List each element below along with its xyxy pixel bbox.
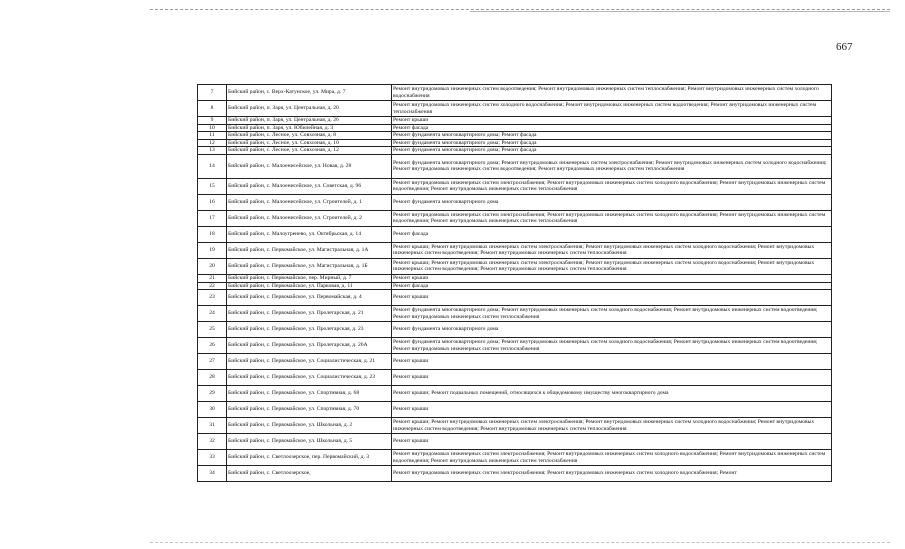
table-row [198, 147, 832, 155]
table-row [198, 354, 832, 370]
works-cell: Ремонт внутридомовых инженерных систем электроснабжения; Ремонт внутридомовых инженерных систем холодного водоснабжения; Ремонт [392, 466, 832, 482]
page-number: 667 [836, 41, 853, 53]
table-row [198, 338, 832, 354]
address-cell: Бийский район, п. Заря, ул. Центральная, д. 20 [227, 101, 392, 117]
address-cell: Бийский район, с. Лесное, ул. Совхозная, д. 8 [227, 132, 392, 140]
row-number-cell: 16 [198, 194, 227, 210]
table-row [198, 418, 832, 434]
scan-top-edge-line [470, 11, 890, 12]
works-cell: Ремонт внутридомовых инженерных систем холодного водоснабжения; Ремонт внутридомовых инженерных систем водоотведения; Ремонт внутридомовых инженерных систем теплоснабжения [392, 101, 832, 117]
address-cell: Бийский район, с. Первомайское, ул. Пролетарская, д. 23 [227, 322, 392, 338]
address-cell: Бийский район, с. Первомайское, ул. Школьная, д. 2 [227, 418, 392, 434]
address-cell: Бийский район, с. Малоенисейское, ул. Новая, д. 28 [227, 154, 392, 178]
table-row [198, 101, 832, 117]
works-cell: Ремонт фундамента многоквартирного дома; Ремонт внутридомовых инженерных систем электроснабжения; Ремонт внутридомовых инженерных систем холодного водоснабжения; Ремонт внутридомовых инженерных систем водоотведения; Ремонт внутридомовых инженерных систем теплоснабжения [392, 154, 832, 178]
table-row [198, 85, 832, 101]
row-number-cell: 14 [198, 154, 227, 178]
row-number-cell: 26 [198, 338, 227, 354]
works-cell: Ремонт крыши [392, 370, 832, 386]
address-cell: Бийский район, с. Первомайское, пер. Мирный, д. 7 [227, 274, 392, 282]
address-cell: Бийский район, с. Малоенисейское, ул. Строителей, д. 2 [227, 210, 392, 226]
works-cell: Ремонт крыши [392, 434, 832, 450]
address-cell: Бийский район, с. Первомайское, ул. Спортивная, д. 68 [227, 386, 392, 402]
table-row [198, 124, 832, 132]
works-cell: Ремонт внутридомовых инженерных систем электроснабжения; Ремонт внутридомовых инженерных систем холодного водоснабжения; Ремонт внутридомовых инженерных систем водоотведения; Ремонт внутридомовых инженерных систем теплоснабжения [392, 178, 832, 194]
table-row [198, 450, 832, 466]
address-cell: Бийский район, п. Заря, ул. Юбилейная, д. 3 [227, 124, 392, 132]
address-cell: Бийский район, с. Малоенисейское, ул. Советская, д. 96 [227, 178, 392, 194]
table-row [198, 370, 832, 386]
address-cell: Бийский район, с. Верх-Катунское, ул. Мира, д. 7 [227, 85, 392, 101]
row-number-cell: 21 [198, 274, 227, 282]
row-number-cell: 18 [198, 226, 227, 242]
works-cell: Ремонт фундамента многоквартирного дома [392, 194, 832, 210]
table-row [198, 242, 832, 258]
works-cell: Ремонт фундамента многоквартирного дома; Ремонт фасада [392, 147, 832, 155]
table-row [198, 226, 832, 242]
address-cell: Бийский район, с. Малоенисейское, ул. Строителей, д. 1 [227, 194, 392, 210]
row-number-cell: 22 [198, 282, 227, 290]
row-number-cell: 30 [198, 402, 227, 418]
table-row [198, 466, 832, 482]
row-number-cell: 32 [198, 434, 227, 450]
address-cell: Бийский район, с. Светлоозерское, пер. Первомайский, д. 3 [227, 450, 392, 466]
address-cell: Бийский район, с. Светлоозерское, [227, 466, 392, 482]
row-number-cell: 25 [198, 322, 227, 338]
row-number-cell: 17 [198, 210, 227, 226]
works-cell: Ремонт крыши [392, 117, 832, 125]
row-number-cell: 27 [198, 354, 227, 370]
table-row [198, 322, 832, 338]
repair-works-table [197, 84, 832, 482]
address-cell: Бийский район, с. Первомайское, ул. Магистральная, д. 1Б [227, 258, 392, 274]
table-row [198, 178, 832, 194]
works-cell: Ремонт фундамента многоквартирного дома; Ремонт внутридомовых инженерных систем холодного водоснабжения; Ремонт внутридомовых инженерных систем водоотведения; Ремонт внутридомовых инженерных систем теплоснабжения [392, 338, 832, 354]
scan-bottom-edge [150, 542, 890, 543]
works-cell: Ремонт крыши [392, 274, 832, 282]
table-row [198, 282, 832, 290]
table-row [198, 117, 832, 125]
works-cell: Ремонт фасада [392, 124, 832, 132]
address-cell: Бийский район, с. Первомайское, ул. Социалистическая, д. 23 [227, 370, 392, 386]
row-number-cell: 9 [198, 117, 227, 125]
table-row [198, 386, 832, 402]
row-number-cell: 13 [198, 147, 227, 155]
works-cell: Ремонт фундамента многоквартирного дома [392, 322, 832, 338]
address-cell: Бийский район, п. Заря, ул. Центральная, д. 26 [227, 117, 392, 125]
address-cell: Бийский район, с. Первомайское, ул. Магистральная, д. 1А [227, 242, 392, 258]
works-cell: Ремонт внутридомовых инженерных систем электроснабжения; Ремонт внутридомовых инженерных систем холодного водоснабжения; Ремонт внутридомовых инженерных систем водоотведения; Ремонт внутридомовых инженерных систем теплоснабжения [392, 450, 832, 466]
row-number-cell: 28 [198, 370, 227, 386]
address-cell: Бийский район, с. Первомайское, ул. Парковая, д. 11 [227, 282, 392, 290]
table-row [198, 274, 832, 282]
table-row [198, 154, 832, 178]
row-number-cell: 19 [198, 242, 227, 258]
works-cell: Ремонт внутридомовых инженерных систем электроснабжения; Ремонт внутридомовых инженерных систем холодного водоснабжения; Ремонт внутридомовых инженерных систем водоотведения; Ремонт внутридомовых инженерных систем теплоснабжения [392, 210, 832, 226]
row-number-cell: 34 [198, 466, 227, 482]
address-cell: Бийский район, с. Первомайское, ул. Социалистическая, д. 21 [227, 354, 392, 370]
row-number-cell: 23 [198, 290, 227, 306]
row-number-cell: 10 [198, 124, 227, 132]
row-number-cell: 31 [198, 418, 227, 434]
address-cell: Бийский район, с. Малоугренево, ул. Октябрьская, д. 14 [227, 226, 392, 242]
address-cell: Бийский район, с. Первомайское, ул. Школьная, д. 5 [227, 434, 392, 450]
row-number-cell: 12 [198, 139, 227, 147]
row-number-cell: 11 [198, 132, 227, 140]
table-body [198, 85, 832, 482]
table-row [198, 194, 832, 210]
row-number-cell: 15 [198, 178, 227, 194]
table-row [198, 258, 832, 274]
address-cell: Бийский район, с. Первомайское, ул. Пролетарская, д. 21 [227, 306, 392, 322]
works-cell: Ремонт внутридомовых инженерных систем водоотведения; Ремонт внутридомовых инженерных систем теплоснабжения; Ремонт внутридомовых инженерных систем холодного водоснабжения [392, 85, 832, 101]
address-cell: Бийский район, с. Лесное, ул. Совхозная, д. 10 [227, 139, 392, 147]
table-row [198, 402, 832, 418]
works-cell: Ремонт крыши; Ремонт внутридомовых инженерных систем электроснабжения; Ремонт внутридомовых инженерных систем холодного водоснабжения; Ремонт внутридомовых инженерных систем водоотведения; Ремонт внутридомовых инженерных систем теплоснабжения [392, 242, 832, 258]
table-row [198, 306, 832, 322]
works-cell: Ремонт крыши [392, 290, 832, 306]
scan-top-edge [150, 9, 890, 10]
row-number-cell: 20 [198, 258, 227, 274]
works-cell: Ремонт фундамента многоквартирного дома; Ремонт фасада [392, 139, 832, 147]
table-row [198, 290, 832, 306]
works-cell: Ремонт крыши [392, 354, 832, 370]
row-number-cell: 7 [198, 85, 227, 101]
works-cell: Ремонт фасада [392, 282, 832, 290]
works-cell: Ремонт крыши; Ремонт внутридомовых инженерных систем электроснабжения; Ремонт внутридомовых инженерных систем холодного водоснабжения; Ремонт внутридомовых инженерных систем водоотведения; Ремонт внутридомовых инженерных систем теплоснабжения [392, 418, 832, 434]
works-cell: Ремонт крыши [392, 402, 832, 418]
table-row [198, 132, 832, 140]
row-number-cell: 8 [198, 101, 227, 117]
table-row [198, 210, 832, 226]
works-cell: Ремонт фундамента многоквартирного дома; Ремонт фасада [392, 132, 832, 140]
address-cell: Бийский район, с. Первомайское, ул. Пролетарская, д. 26А [227, 338, 392, 354]
address-cell: Бийский район, с. Первомайское, ул. Первомайская, д. 4 [227, 290, 392, 306]
address-cell: Бийский район, с. Первомайское, ул. Спортивная, д. 70 [227, 402, 392, 418]
address-cell: Бийский район, с. Лесное, ул. Совхозная, д. 12 [227, 147, 392, 155]
row-number-cell: 24 [198, 306, 227, 322]
works-cell: Ремонт крыши; Ремонт внутридомовых инженерных систем электроснабжения; Ремонт внутридомовых инженерных систем холодного водоснабжения; Ремонт внутридомовых инженерных систем водоотведения; Ремонт внутридомовых инженерных систем теплоснабжения [392, 258, 832, 274]
works-cell: Ремонт фундамента многоквартирного дома; Ремонт внутридомовых инженерных систем холодного водоснабжения; Ремонт внутридомовых инженерных систем водоотведения; Ремонт внутридомовых инженерных систем теплоснабжения [392, 306, 832, 322]
table-row [198, 434, 832, 450]
works-cell: Ремонт крыши; Ремонт подвальных помещений, относящихся к общедомовому имуществу многоквартирного дома [392, 386, 832, 402]
table-row [198, 139, 832, 147]
row-number-cell: 33 [198, 450, 227, 466]
works-cell: Ремонт фасада [392, 226, 832, 242]
row-number-cell: 29 [198, 386, 227, 402]
